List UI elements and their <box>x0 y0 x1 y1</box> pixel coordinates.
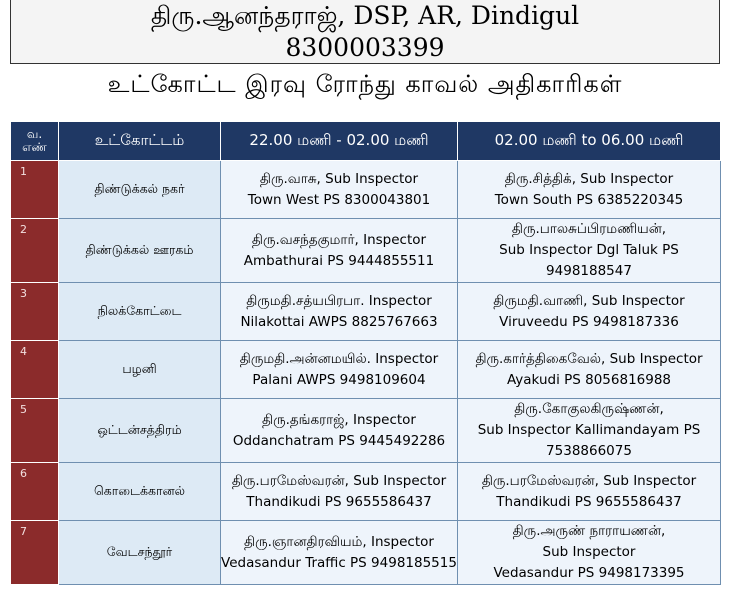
officer-header-box <box>10 0 720 64</box>
officer-line: Ambathurai PS 9444855511 <box>243 252 435 269</box>
officer-line: திரு.வசந்தகுமார், Inspector <box>251 231 427 248</box>
officer-line: 9498188547 <box>546 263 632 279</box>
officer-line: Oddanchatram PS 9445492286 <box>232 432 446 449</box>
subdivision-cell: ஒட்டன்சத்திரம் <box>59 399 221 463</box>
officer-line: Ayakudi PS 8056816988 <box>506 371 672 388</box>
row-number: 3 <box>11 283 59 341</box>
row-number: 6 <box>11 463 59 521</box>
subdivision-cell: திண்டுக்கல் நகர் <box>59 161 221 219</box>
table-row <box>11 521 721 585</box>
shift1-officer-cell <box>221 463 458 521</box>
shift2-officer-cell <box>458 161 721 219</box>
officer-line: Town West PS 8300043801 <box>247 191 431 208</box>
officer-line: திரு.பரமேஸ்வரன், Sub Inspector <box>231 472 447 489</box>
shift1-officer-cell <box>221 341 458 399</box>
officer-line: திருமதி.வாணி, Sub Inspector <box>493 292 685 309</box>
officer-line: Sub Inspector Kallimandayam PS <box>477 422 701 438</box>
col-header-subdivision: உட்கோட்டம் <box>59 122 221 161</box>
officer-line: திரு.பாலசுப்பிரமணியன், <box>511 221 667 237</box>
table-row <box>11 219 721 283</box>
shift2-officer-cell <box>458 521 721 585</box>
night-patrol-table <box>10 121 721 585</box>
row-number: 4 <box>11 341 59 399</box>
officer-line: திரு.கார்த்திகைவேல், Sub Inspector <box>475 350 703 367</box>
shift1-officer-cell <box>221 399 458 463</box>
officer-line: திரு.சித்திக், Sub Inspector <box>504 170 674 187</box>
table-row <box>11 341 721 399</box>
officer-line: Palani AWPS 9498109604 <box>252 371 426 388</box>
subdivision-cell: வேடசந்தூர் <box>59 521 221 585</box>
shift2-officer-cell <box>458 283 721 341</box>
shift2-officer-cell <box>458 219 721 283</box>
officer-line: Sub Inspector Dgl Taluk PS <box>499 242 679 258</box>
officer-line: திருமதி.அன்னமயில். Inspector <box>239 350 439 367</box>
page-title: உட்கோட்ட இரவு ரோந்து காவல் அதிகாரிகள் <box>107 70 623 98</box>
officer-line: திரு.பரமேஸ்வரன், Sub Inspector <box>481 472 697 489</box>
shift2-officer-cell <box>458 399 721 463</box>
table-row <box>11 283 721 341</box>
officer-line: திரு.ஞானதிரவியம், Inspector <box>244 533 434 550</box>
subdivision-cell: கொடைக்கானல் <box>59 463 221 521</box>
dsp-name: திரு.ஆனந்தராஜ், DSP, AR, Dindigul <box>150 1 580 30</box>
shift1-officer-cell <box>221 283 458 341</box>
subdivision-cell: நிலக்கோட்டை <box>59 283 221 341</box>
officer-line: திரு.அருண் நாராயணன், <box>512 523 666 539</box>
shift1-officer-cell <box>221 521 458 585</box>
subdivision-cell: திண்டுக்கல் ஊரகம் <box>59 219 221 283</box>
officer-line: 7538866075 <box>546 443 632 459</box>
dsp-phone: 8300003399 <box>285 33 445 62</box>
table-row <box>11 161 721 219</box>
officer-line: Nilakottai AWPS 8825767663 <box>240 313 438 330</box>
table-row <box>11 463 721 521</box>
officer-line: திரு.கோகுலகிருஷ்ணன், <box>514 401 664 417</box>
officer-line: Viruveedu PS 9498187336 <box>499 313 679 330</box>
shift1-officer-cell <box>221 161 458 219</box>
row-number: 1 <box>11 161 59 219</box>
officer-line: Town South PS 6385220345 <box>494 191 684 208</box>
officer-line: Sub Inspector <box>542 544 636 560</box>
officer-line: Vedasandur Traffic PS 9498185515 <box>221 554 457 571</box>
row-number: 2 <box>11 219 59 283</box>
row-number: 7 <box>11 521 59 585</box>
officer-line: Thandikudi PS 9655586437 <box>496 493 682 510</box>
officer-line: Vedasandur PS 9498173395 <box>493 565 685 581</box>
shift2-officer-cell <box>458 341 721 399</box>
row-number: 5 <box>11 399 59 463</box>
col-header-shift2: 02.00 மணி to 06.00 மணி <box>458 122 721 161</box>
table-header-row <box>11 122 721 161</box>
shift1-officer-cell <box>221 219 458 283</box>
officer-line: திரு.வாசு, Sub Inspector <box>259 170 419 187</box>
officer-line: திருமதி.சத்யபிரபா. Inspector <box>246 292 432 309</box>
officer-line: Thandikudi PS 9655586437 <box>246 493 432 510</box>
table-row <box>11 399 721 463</box>
col-header-shift1: 22.00 மணி - 02.00 மணி <box>221 122 458 161</box>
officer-line: திரு.தங்கராஜ், Inspector <box>262 411 416 428</box>
shift2-officer-cell <box>458 463 721 521</box>
col-header-number: வ. எண் <box>11 122 59 161</box>
subdivision-cell: பழனி <box>59 341 221 399</box>
